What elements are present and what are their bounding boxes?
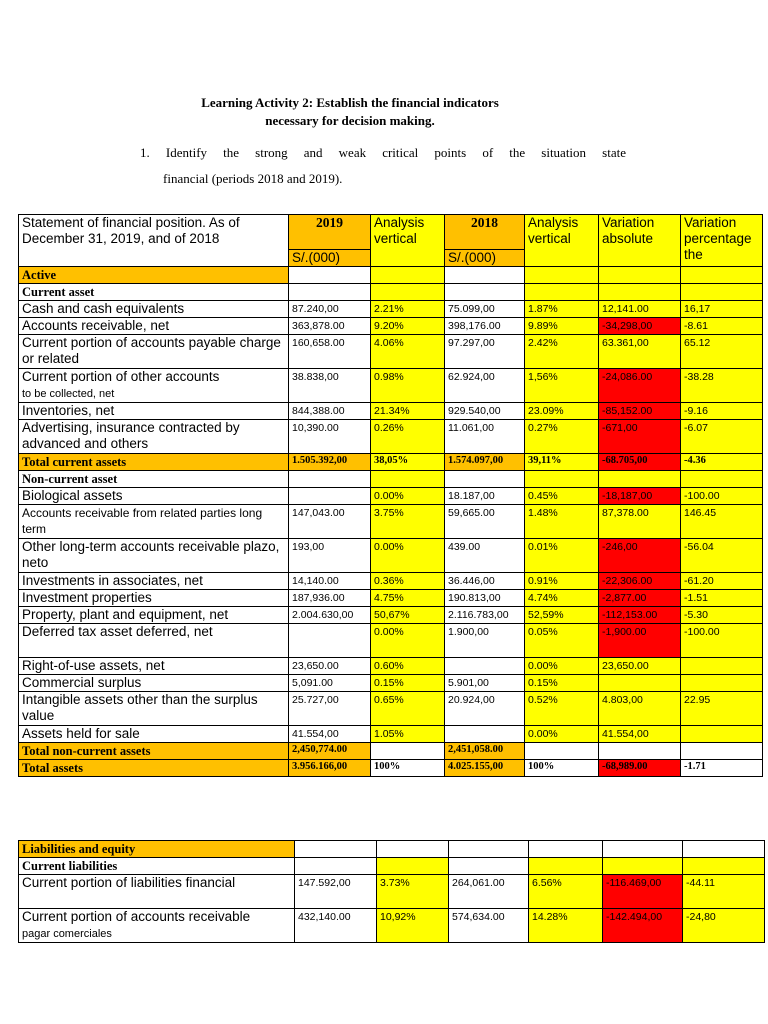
value-2018-cell: 4.025.155,00 xyxy=(445,760,525,777)
variation-absolute-cell: -22,306.00 xyxy=(599,573,681,590)
row-label xyxy=(19,284,289,301)
vertical-2018-cell xyxy=(525,471,599,488)
vertical-2018-cell: 0.05% xyxy=(525,624,599,658)
value-2018-cell: 264,061.00 xyxy=(449,875,529,909)
table-row xyxy=(19,624,763,658)
row-label xyxy=(19,726,289,743)
value-2018-cell: 574,634.00 xyxy=(449,909,529,943)
value-2019-cell xyxy=(295,841,377,858)
vertical-2018-cell: 39,11% xyxy=(525,454,599,471)
value-2019-cell: 3.956.166,00 xyxy=(289,760,371,777)
value-2018-cell: 59,665.00 xyxy=(445,505,525,539)
vertical-2018-cell: 100% xyxy=(525,760,599,777)
value-2018-cell: 97.297,00 xyxy=(445,335,525,369)
analysis-vertical-2019-header: Analysis vertical xyxy=(371,215,445,267)
value-2019-cell xyxy=(289,488,371,505)
value-2018-cell xyxy=(445,726,525,743)
variation-absolute-cell: 41.554,00 xyxy=(599,726,681,743)
vertical-2019-cell: 2.21% xyxy=(371,301,445,318)
variation-absolute-cell: -2,877.00 xyxy=(599,590,681,607)
table-row xyxy=(19,841,765,858)
variation-absolute-cell xyxy=(599,675,681,692)
row-label xyxy=(19,471,289,488)
row-label xyxy=(19,607,289,624)
variation-percentage-cell: -1.71 xyxy=(681,760,763,777)
currency-2019-header: S/.(000) xyxy=(289,250,371,267)
value-2018-cell: 20.924,00 xyxy=(445,692,525,726)
value-2018-cell: 398,176.00 xyxy=(445,318,525,335)
year-2019-header: 2019 xyxy=(289,215,371,250)
vertical-2018-cell: 0.01% xyxy=(525,539,599,573)
instruction-line-1: 1. Identify the strong and weak critical points of the situation state xyxy=(140,145,626,160)
row-label-text: Current portion of accounts receivable xyxy=(22,909,251,924)
row-label xyxy=(19,454,289,471)
row-label-text: Investments in associates, net xyxy=(22,573,203,588)
vertical-2019-cell: 4.75% xyxy=(371,590,445,607)
variation-percentage-cell xyxy=(681,726,763,743)
analysis-vertical-2018-header: Analysis vertical xyxy=(525,215,599,267)
vertical-2018-cell: 0.00% xyxy=(525,726,599,743)
value-2019-cell xyxy=(289,471,371,488)
currency-2018-header: S/.(000) xyxy=(445,250,525,267)
activity-title: Learning Activity 2: Establish the financial indicators xyxy=(201,95,499,110)
row-label xyxy=(19,539,289,573)
vertical-2019-cell xyxy=(371,267,445,284)
liabilities-equity-table xyxy=(18,840,765,943)
vertical-2018-cell: 1.48% xyxy=(525,505,599,539)
table-row xyxy=(19,875,765,909)
vertical-2019-cell xyxy=(371,743,445,760)
value-2018-cell xyxy=(449,841,529,858)
row-label-text: Deferred tax asset deferred, net xyxy=(22,624,213,639)
year-2018-header: 2018 xyxy=(445,215,525,250)
value-2019-cell xyxy=(295,858,377,875)
row-label xyxy=(19,760,289,777)
row-label-text: Total non-current assets xyxy=(22,744,151,758)
value-2019-cell: 23,650.00 xyxy=(289,658,371,675)
variation-absolute-cell: -142.494,00 xyxy=(603,909,683,943)
vertical-2018-cell: 1.87% xyxy=(525,301,599,318)
table-row xyxy=(19,267,763,284)
row-label-text: Cash and cash equivalents xyxy=(22,301,185,316)
variation-percentage-cell xyxy=(681,284,763,301)
variation-absolute-cell xyxy=(603,858,683,875)
value-2019-cell: 844,388.00 xyxy=(289,403,371,420)
value-2018-cell: 75.099,00 xyxy=(445,301,525,318)
vertical-2019-cell: 1.05% xyxy=(371,726,445,743)
table-row xyxy=(19,369,763,403)
variation-percentage-cell: -5.30 xyxy=(681,607,763,624)
variation-absolute-cell: -85,152.00 xyxy=(599,403,681,420)
value-2018-cell xyxy=(445,658,525,675)
row-label xyxy=(19,590,289,607)
variation-absolute-header: Variation absolute xyxy=(599,215,681,267)
row-label xyxy=(19,875,295,909)
variation-percentage-cell xyxy=(683,858,765,875)
value-2019-cell: 2,450,774.00 xyxy=(289,743,371,760)
variation-percentage-cell: -8.61 xyxy=(681,318,763,335)
instruction-line-2: financial (periods 2018 and 2019). xyxy=(163,171,343,186)
table-row xyxy=(19,488,763,505)
row-label xyxy=(19,858,295,875)
row-label-text: Inventories, net xyxy=(22,403,115,418)
table-row xyxy=(19,590,763,607)
variation-percentage-cell: -4.36 xyxy=(681,454,763,471)
value-2018-cell: 1.900,00 xyxy=(445,624,525,658)
table-row xyxy=(19,607,763,624)
vertical-2018-cell xyxy=(525,284,599,301)
table-row xyxy=(19,909,765,943)
variation-percentage-cell: 146.45 xyxy=(681,505,763,539)
row-label-continuation: to be collected, net xyxy=(22,388,115,400)
vertical-2018-cell: 6.56% xyxy=(529,875,603,909)
vertical-2018-cell: 0.52% xyxy=(525,692,599,726)
vertical-2019-cell: 3.75% xyxy=(371,505,445,539)
row-label-text: Liabilities and equity xyxy=(22,842,136,856)
vertical-2018-cell: 23.09% xyxy=(525,403,599,420)
value-2019-cell: 1.505.392,00 xyxy=(289,454,371,471)
row-label-text: Current asset xyxy=(22,285,95,299)
table-row xyxy=(19,692,763,726)
table-row xyxy=(19,675,763,692)
vertical-2019-cell: 10,92% xyxy=(377,909,449,943)
vertical-2019-cell: 0.00% xyxy=(371,488,445,505)
variation-absolute-cell: -246,00 xyxy=(599,539,681,573)
variation-percentage-cell: -100.00 xyxy=(681,488,763,505)
table-row xyxy=(19,573,763,590)
table-row xyxy=(19,454,763,471)
vertical-2018-cell: 0.27% xyxy=(525,420,599,454)
vertical-2019-cell: 0.00% xyxy=(371,624,445,658)
variation-percentage-cell xyxy=(681,658,763,675)
variation-percentage-cell: 22.95 xyxy=(681,692,763,726)
variation-absolute-cell: 23,650.00 xyxy=(599,658,681,675)
row-label-text: Other long-term accounts receivable plazo, neto xyxy=(22,539,280,570)
table-row xyxy=(19,658,763,675)
vertical-2018-cell: 0.15% xyxy=(525,675,599,692)
row-label xyxy=(19,318,289,335)
vertical-2018-cell: 4.74% xyxy=(525,590,599,607)
variation-absolute-cell xyxy=(599,743,681,760)
value-2019-cell: 87.240,00 xyxy=(289,301,371,318)
value-2019-cell: 147,043.00 xyxy=(289,505,371,539)
variation-percentage-cell: -38.28 xyxy=(681,369,763,403)
value-2018-cell: 11.061,00 xyxy=(445,420,525,454)
vertical-2019-cell xyxy=(377,858,449,875)
value-2019-cell: 363,878.00 xyxy=(289,318,371,335)
variation-absolute-cell xyxy=(603,841,683,858)
row-label-text: Total current assets xyxy=(22,455,127,469)
value-2019-cell xyxy=(289,624,371,658)
table-row xyxy=(19,301,763,318)
table-row xyxy=(19,726,763,743)
table-row xyxy=(19,420,763,454)
row-label xyxy=(19,420,289,454)
row-label-text: Advertising, insurance contracted by advanced and others xyxy=(22,420,240,451)
vertical-2019-cell: 38,05% xyxy=(371,454,445,471)
vertical-2019-cell: 0.15% xyxy=(371,675,445,692)
table-row xyxy=(19,471,763,488)
value-2019-cell xyxy=(289,284,371,301)
row-label xyxy=(19,369,289,403)
value-2018-cell: 190.813,00 xyxy=(445,590,525,607)
vertical-2019-cell: 3.73% xyxy=(377,875,449,909)
variation-percentage-cell: -44.11 xyxy=(683,875,765,909)
variation-absolute-cell: -24,086.00 xyxy=(599,369,681,403)
row-label-text: Current portion of other accounts xyxy=(22,369,220,384)
variation-absolute-cell: -112,153.00 xyxy=(599,607,681,624)
variation-percentage-cell: -9.16 xyxy=(681,403,763,420)
variation-percentage-cell: -1.51 xyxy=(681,590,763,607)
row-label xyxy=(19,505,289,539)
variation-absolute-cell xyxy=(599,284,681,301)
vertical-2018-cell xyxy=(525,267,599,284)
variation-percentage-cell xyxy=(681,675,763,692)
row-label-text: Accounts receivable from related parties long term xyxy=(22,506,263,536)
row-label xyxy=(19,403,289,420)
variation-percentage-cell xyxy=(683,841,765,858)
variation-absolute-cell: -671,00 xyxy=(599,420,681,454)
table-row xyxy=(19,743,763,760)
value-2019-cell xyxy=(289,267,371,284)
row-label xyxy=(19,692,289,726)
row-label-text: Current portion of liabilities financial xyxy=(22,875,236,890)
value-2018-cell: 1.574.097,00 xyxy=(445,454,525,471)
variation-percentage-cell: 16,17 xyxy=(681,301,763,318)
vertical-2018-cell: 1,56% xyxy=(525,369,599,403)
row-label-text: Property, plant and equipment, net xyxy=(22,607,229,622)
row-label-text: Assets held for sale xyxy=(22,726,140,741)
value-2018-cell xyxy=(445,284,525,301)
variation-absolute-cell: -1,900.00 xyxy=(599,624,681,658)
value-2019-cell: 160,658.00 xyxy=(289,335,371,369)
vertical-2019-cell: 21.34% xyxy=(371,403,445,420)
value-2019-cell: 193,00 xyxy=(289,539,371,573)
vertical-2018-cell xyxy=(529,841,603,858)
variation-percentage-cell xyxy=(681,267,763,284)
row-label-continuation: pagar comerciales xyxy=(22,928,112,940)
value-2018-cell: 62.924,00 xyxy=(445,369,525,403)
vertical-2018-cell xyxy=(525,743,599,760)
variation-absolute-cell: 87,378.00 xyxy=(599,505,681,539)
value-2018-cell: 2.116.783,00 xyxy=(445,607,525,624)
row-label xyxy=(19,267,289,284)
value-2018-cell: 36.446,00 xyxy=(445,573,525,590)
value-2019-cell: 41.554,00 xyxy=(289,726,371,743)
variation-absolute-cell: 12,141.00 xyxy=(599,301,681,318)
row-label xyxy=(19,841,295,858)
variation-absolute-cell: 63.361,00 xyxy=(599,335,681,369)
value-2018-cell xyxy=(445,471,525,488)
value-2019-cell: 38.838,00 xyxy=(289,369,371,403)
variation-percentage-cell: -56.04 xyxy=(681,539,763,573)
financial-position-table xyxy=(18,214,763,777)
variation-percentage-cell xyxy=(681,471,763,488)
row-label-text: Current liabilities xyxy=(22,859,118,873)
variation-absolute-cell: -116.469,00 xyxy=(603,875,683,909)
variation-absolute-cell: 4.803,00 xyxy=(599,692,681,726)
row-label xyxy=(19,488,289,505)
value-2018-cell xyxy=(449,858,529,875)
table-row xyxy=(19,858,765,875)
row-label-text: Intangible assets other than the surplus value xyxy=(22,692,258,723)
vertical-2019-cell xyxy=(377,841,449,858)
variation-absolute-cell: -34,298,00 xyxy=(599,318,681,335)
value-2018-cell: 929.540,00 xyxy=(445,403,525,420)
variation-absolute-cell xyxy=(599,471,681,488)
variation-percentage-header: Variation percentage the xyxy=(681,215,763,267)
row-label-text: Non-current asset xyxy=(22,472,118,486)
row-label xyxy=(19,909,295,943)
table-row xyxy=(19,318,763,335)
variation-absolute-cell: -18,187,00 xyxy=(599,488,681,505)
variation-absolute-cell xyxy=(599,267,681,284)
vertical-2019-cell: 0.60% xyxy=(371,658,445,675)
row-label xyxy=(19,573,289,590)
variation-absolute-cell: -68,989.00 xyxy=(599,760,681,777)
row-label xyxy=(19,301,289,318)
vertical-2018-cell: 2.42% xyxy=(525,335,599,369)
vertical-2018-cell: 14.28% xyxy=(529,909,603,943)
variation-percentage-cell: -100.00 xyxy=(681,624,763,658)
vertical-2019-cell: 100% xyxy=(371,760,445,777)
value-2019-cell: 10,390.00 xyxy=(289,420,371,454)
value-2019-cell: 432,140.00 xyxy=(295,909,377,943)
row-label-text: Active xyxy=(22,268,57,282)
variation-absolute-cell: -68.705,00 xyxy=(599,454,681,471)
instruction-item xyxy=(140,140,626,192)
vertical-2019-cell: 0.26% xyxy=(371,420,445,454)
variation-percentage-cell: -61.20 xyxy=(681,573,763,590)
row-label-text: Total assets xyxy=(22,761,84,775)
value-2019-cell: 14,140.00 xyxy=(289,573,371,590)
statement-header: Statement of financial position. As of December 31, 2019, and of 2018 xyxy=(19,215,289,267)
vertical-2018-cell: 0.00% xyxy=(525,658,599,675)
row-label-text: Right-of-use assets, net xyxy=(22,658,165,673)
vertical-2018-cell: 0.45% xyxy=(525,488,599,505)
value-2018-cell: 18.187,00 xyxy=(445,488,525,505)
variation-percentage-cell: -6.07 xyxy=(681,420,763,454)
row-label-text: Biological assets xyxy=(22,488,123,503)
table-row xyxy=(19,539,763,573)
table-row xyxy=(19,403,763,420)
row-label xyxy=(19,335,289,369)
value-2018-cell: 439.00 xyxy=(445,539,525,573)
vertical-2019-cell: 9.20% xyxy=(371,318,445,335)
row-label xyxy=(19,743,289,760)
row-label-text: Accounts receivable, net xyxy=(22,318,170,333)
row-label xyxy=(19,675,289,692)
value-2019-cell: 25.727,00 xyxy=(289,692,371,726)
row-label xyxy=(19,624,289,658)
value-2018-cell xyxy=(445,267,525,284)
row-label-text: Commercial surplus xyxy=(22,675,142,690)
table-row xyxy=(19,760,763,777)
vertical-2019-cell: 0.98% xyxy=(371,369,445,403)
value-2019-cell: 5,091.00 xyxy=(289,675,371,692)
value-2018-cell: 5.901,00 xyxy=(445,675,525,692)
value-2019-cell: 147.592,00 xyxy=(295,875,377,909)
value-2018-cell: 2,451,058.00 xyxy=(445,743,525,760)
variation-percentage-cell: 65.12 xyxy=(681,335,763,369)
vertical-2018-cell: 52,59% xyxy=(525,607,599,624)
vertical-2018-cell: 9.89% xyxy=(525,318,599,335)
vertical-2018-cell xyxy=(529,858,603,875)
variation-percentage-cell xyxy=(681,743,763,760)
vertical-2019-cell: 4.06% xyxy=(371,335,445,369)
row-label xyxy=(19,658,289,675)
table-row xyxy=(19,335,763,369)
value-2019-cell: 187,936.00 xyxy=(289,590,371,607)
activity-subtitle: necessary for decision making. xyxy=(265,113,435,128)
vertical-2019-cell: 0.65% xyxy=(371,692,445,726)
variation-percentage-cell: -24,80 xyxy=(683,909,765,943)
row-label-text: Current portion of accounts payable charge or related xyxy=(22,335,281,366)
row-label-text: Investment properties xyxy=(22,590,152,605)
vertical-2019-cell: 0.36% xyxy=(371,573,445,590)
vertical-2019-cell: 0.00% xyxy=(371,539,445,573)
table-row xyxy=(19,284,763,301)
table-row xyxy=(19,505,763,539)
vertical-2019-cell: 50,67% xyxy=(371,607,445,624)
vertical-2019-cell xyxy=(371,471,445,488)
value-2019-cell: 2.004.630,00 xyxy=(289,607,371,624)
vertical-2018-cell: 0.91% xyxy=(525,573,599,590)
vertical-2019-cell xyxy=(371,284,445,301)
